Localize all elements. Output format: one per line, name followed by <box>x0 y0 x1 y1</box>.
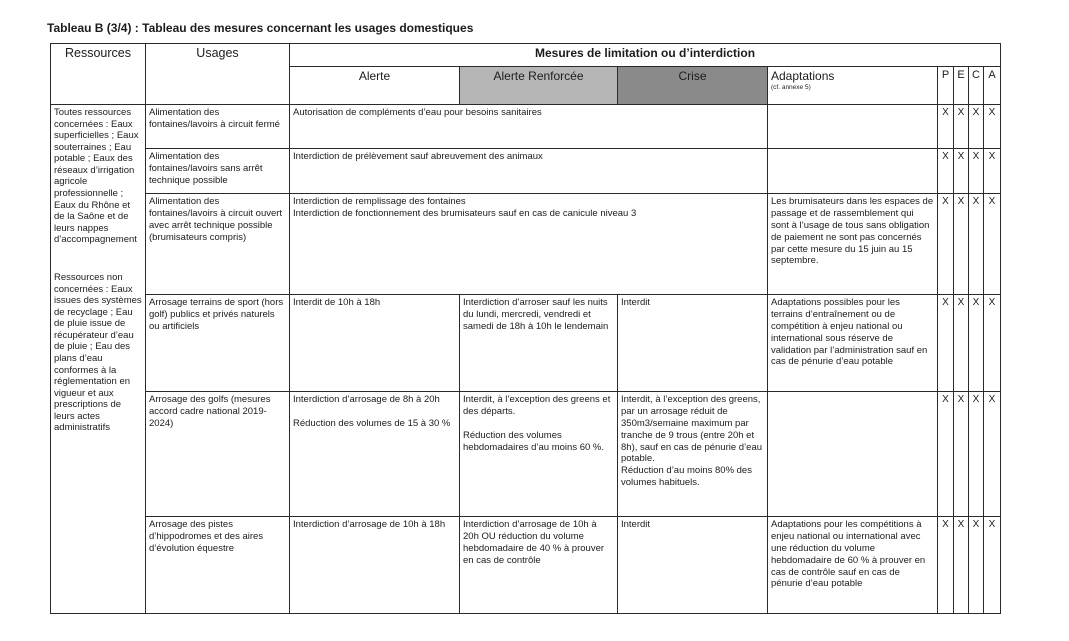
table-row <box>51 392 1001 517</box>
usage-cell: Arrosage terrains de sport (hors golf) publics et privés naturels ou artificiels <box>146 295 290 392</box>
flag-p: X <box>938 392 954 517</box>
alerte-line: Interdiction d’arrosage de 8h à 20h <box>293 394 440 405</box>
adaptations-cell: Adaptations possibles pour les terrains d’entraînement ou de compétition à enjeu national ou international sous réserve de validation par l’administration sauf en cas de pénurie d’eau potable <box>768 295 938 392</box>
flag-p: X <box>938 194 954 295</box>
flag-e: X <box>954 105 969 149</box>
usage-cell: Alimentation des fontaines/lavoirs à circuit ouvert avec arrêt technique possible (brumisateurs compris) <box>146 194 290 295</box>
header-crise: Crise <box>618 67 768 105</box>
table-row <box>51 295 1001 392</box>
flag-e: X <box>954 295 969 392</box>
alerte-renforcee-cell: Interdiction d’arroser sauf les nuits du lundi, mercredi, vendredi et samedi de 18h à 10h le lendemain <box>460 295 618 392</box>
alerte-cell <box>290 392 460 517</box>
adaptations-cell: Adaptations pour les compétitions à enjeu national ou international avec une réduction du volume hebdomadaire de 60 % à prouver en cas de contrôle sauf en cas de pénurie d’eau potable <box>768 517 938 614</box>
document-title: Tableau B (3/4) : Tableau des mesures concernant les usages domestiques <box>47 21 474 35</box>
adaptations-note: (cf. annexe 5) <box>771 84 811 91</box>
header-usages: Usages <box>146 44 290 105</box>
crise-line: Réduction d’au moins 80% des volumes habituels. <box>621 465 752 489</box>
alerte-cell: Interdit de 10h à 18h <box>290 295 460 392</box>
flag-c: X <box>969 517 984 614</box>
flag-c: X <box>969 149 984 194</box>
table-row <box>51 194 1001 295</box>
flag-e: X <box>954 392 969 517</box>
alerte-renforcee-line: Interdit, à l’exception des greens et des départs. <box>463 394 611 417</box>
flag-c: X <box>969 105 984 149</box>
adaptations-cell: Les brumisateurs dans les espaces de passage et de rassemblement qui sont à l’usage de tous sans obligation de paiement ne sont pas concernés par cette mesure du 15 juin au 15 septembre. <box>768 194 938 295</box>
alerte-line: Réduction des volumes de 15 à 30 % <box>293 417 451 429</box>
header-ressources: Ressources <box>51 44 146 105</box>
header-mesures: Mesures de limitation ou d’interdiction <box>290 44 1001 67</box>
flag-p: X <box>938 105 954 149</box>
flag-e: X <box>954 149 969 194</box>
usage-cell: Alimentation des fontaines/lavoirs à circuit fermé <box>146 105 290 149</box>
header-c: C <box>969 67 984 105</box>
alerte-renforcee-line: Réduction des volumes hebdomadaires d’au moins 60 %. <box>463 429 605 453</box>
flag-a: X <box>984 517 1001 614</box>
measures-table <box>50 43 1001 614</box>
flag-a: X <box>984 149 1001 194</box>
usage-cell: Arrosage des pistes d’hippodromes et des aires d’évolution équestre <box>146 517 290 614</box>
alerte-cell: Interdiction d’arrosage de 10h à 18h <box>290 517 460 614</box>
adaptations-label: Adaptations <box>771 69 835 83</box>
flag-p: X <box>938 517 954 614</box>
adaptations-cell <box>768 392 938 517</box>
flag-c: X <box>969 194 984 295</box>
usage-cell: Alimentation des fontaines/lavoirs sans arrêt technique possible <box>146 149 290 194</box>
mesure-line: Interdiction de remplissage des fontaines <box>293 196 466 207</box>
flag-p: X <box>938 295 954 392</box>
table-row <box>51 105 1001 149</box>
mesure-all-cell: Autorisation de compléments d’eau pour besoins sanitaires <box>290 105 768 149</box>
flag-c: X <box>969 392 984 517</box>
header-e: E <box>954 67 969 105</box>
crise-cell: Interdit <box>618 295 768 392</box>
usage-cell: Arrosage des golfs (mesures accord cadre national 2019-2024) <box>146 392 290 517</box>
flag-a: X <box>984 194 1001 295</box>
table-row <box>51 517 1001 614</box>
table-row <box>51 149 1001 194</box>
adaptations-cell <box>768 149 938 194</box>
header-a: A <box>984 67 1001 105</box>
alerte-renforcee-cell: Interdiction d’arrosage de 10h à 20h OU réduction du volume hebdomadaire de 40 % à prouver en cas de contrôle <box>460 517 618 614</box>
header-adaptations <box>768 67 938 105</box>
flag-c: X <box>969 295 984 392</box>
header-p: P <box>938 67 954 105</box>
flag-a: X <box>984 295 1001 392</box>
ressources-concernees: Toutes ressources concernées : Eaux superficielles ; Eaux souterraines ; Eau potable ; Eaux des réseaux d’irrigation agricole professionnelle ; Eaux du Rhône et de la Saône et de leurs nappes d’accompagnement <box>54 107 139 246</box>
ressources-cell <box>51 105 146 614</box>
mesure-all-cell <box>290 194 768 295</box>
flag-e: X <box>954 194 969 295</box>
flag-e: X <box>954 517 969 614</box>
crise-cell <box>618 392 768 517</box>
mesure-line: Interdiction de fonctionnement des brumisateurs sauf en cas de canicule niveau 3 <box>293 207 637 219</box>
alerte-renforcee-cell <box>460 392 618 517</box>
flag-a: X <box>984 392 1001 517</box>
crise-line: Interdit, à l’exception des greens, par un arrosage réduit de 350m3/semaine maximum par tranche de 9 trous (entre 20h et 8h), sauf en cas de pénurie d’eau potable. <box>621 394 763 465</box>
mesure-all-cell: Interdiction de prélèvement sauf abreuvement des animaux <box>290 149 768 194</box>
adaptations-cell <box>768 105 938 149</box>
header-alerte-renforcee: Alerte Renforcée <box>460 67 618 105</box>
ressources-non-concernees: Ressources non concernées : Eaux issues des systèmes de recyclage ; Eau de pluie issue de récupérateur d’eau de pluie ; Eau des plans d’eau conformes à la réglementation en vigueur et aux prescriptions de leurs actes administratifs <box>54 271 142 434</box>
crise-cell: Interdit <box>618 517 768 614</box>
flag-a: X <box>984 105 1001 149</box>
header-alerte: Alerte <box>290 67 460 105</box>
flag-p: X <box>938 149 954 194</box>
